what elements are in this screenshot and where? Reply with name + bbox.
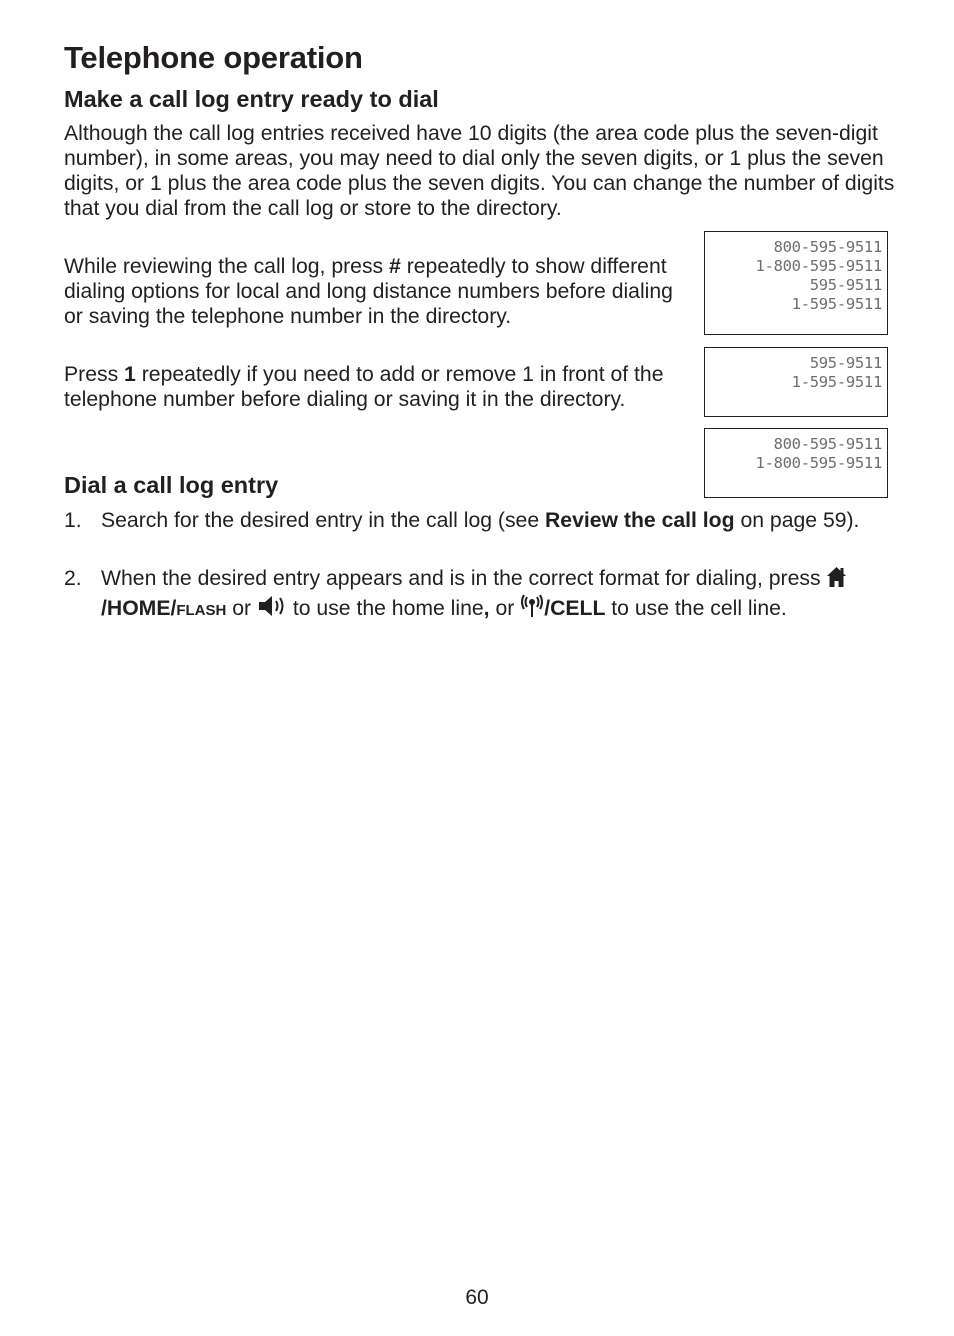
step-number: 2. xyxy=(64,567,82,590)
page-number: 60 xyxy=(465,1286,489,1309)
text: Press xyxy=(64,363,125,386)
home-icon xyxy=(826,566,847,594)
cell-antenna-icon xyxy=(520,594,544,624)
speaker-icon xyxy=(257,594,287,624)
text: to use the cell line. xyxy=(605,597,787,620)
step-text xyxy=(101,508,894,533)
flash-key-label: FLASH xyxy=(176,602,227,619)
cross-reference: Review the call log xyxy=(545,509,735,532)
display-line: 1-595-9511 xyxy=(791,295,882,313)
text: When the desired entry appears and is in the correct format for dialing, press xyxy=(101,567,827,590)
text: or xyxy=(226,597,257,620)
intro-paragraph: Although the call log entries received have 10 digits (the area code plus the seven-digit number), in some areas, you may need to dial only the seven digits, or 1 plus the seven digits, or 1 plus the area code plus the seven digits. You can change the number of digits that you dial from the call log or store to the directory. xyxy=(64,122,895,220)
hash-key-paragraph xyxy=(64,254,694,329)
page-title: Telephone operation xyxy=(64,40,363,75)
text: While reviewing the call log, press xyxy=(64,255,390,278)
step-number: 1. xyxy=(64,509,82,532)
text: Search for the desired entry in the call log (see xyxy=(101,509,545,532)
section-heading-dial-entry: Dial a call log entry xyxy=(64,472,279,498)
handset-display-1 xyxy=(704,231,888,335)
text: to use the home line xyxy=(286,597,484,620)
display-line: 800-595-9511 xyxy=(773,238,882,256)
handset-display-3 xyxy=(704,428,888,498)
one-key-label: 1 xyxy=(124,363,136,386)
display-line: 1-595-9511 xyxy=(791,373,882,391)
text: on page 59). xyxy=(734,509,860,532)
step-2 xyxy=(64,566,894,624)
home-key-label: /HOME/ xyxy=(101,597,177,620)
cell-key-label: /CELL xyxy=(544,597,606,620)
hash-key-label: # xyxy=(389,255,401,278)
one-key-paragraph xyxy=(64,362,674,412)
text: repeatedly to show different dialing options for local and long distance numbers before dialing or saving the telephone number in the directory. xyxy=(64,255,673,328)
display-line: 595-9511 xyxy=(809,354,882,372)
text: repeatedly if you need to add or remove 1 in front of the telephone number before dialing or saving it in the directory. xyxy=(64,363,664,411)
display-line: 1-800-595-9511 xyxy=(755,257,882,275)
text: , xyxy=(483,597,490,620)
step-text xyxy=(101,566,894,624)
step-1 xyxy=(64,508,894,533)
handset-display-2 xyxy=(704,347,888,417)
display-line: 595-9511 xyxy=(809,276,882,294)
text: or xyxy=(489,597,521,620)
display-line: 1-800-595-9511 xyxy=(755,454,882,472)
section-heading-make-ready: Make a call log entry ready to dial xyxy=(64,86,439,112)
display-line: 800-595-9511 xyxy=(773,435,882,453)
